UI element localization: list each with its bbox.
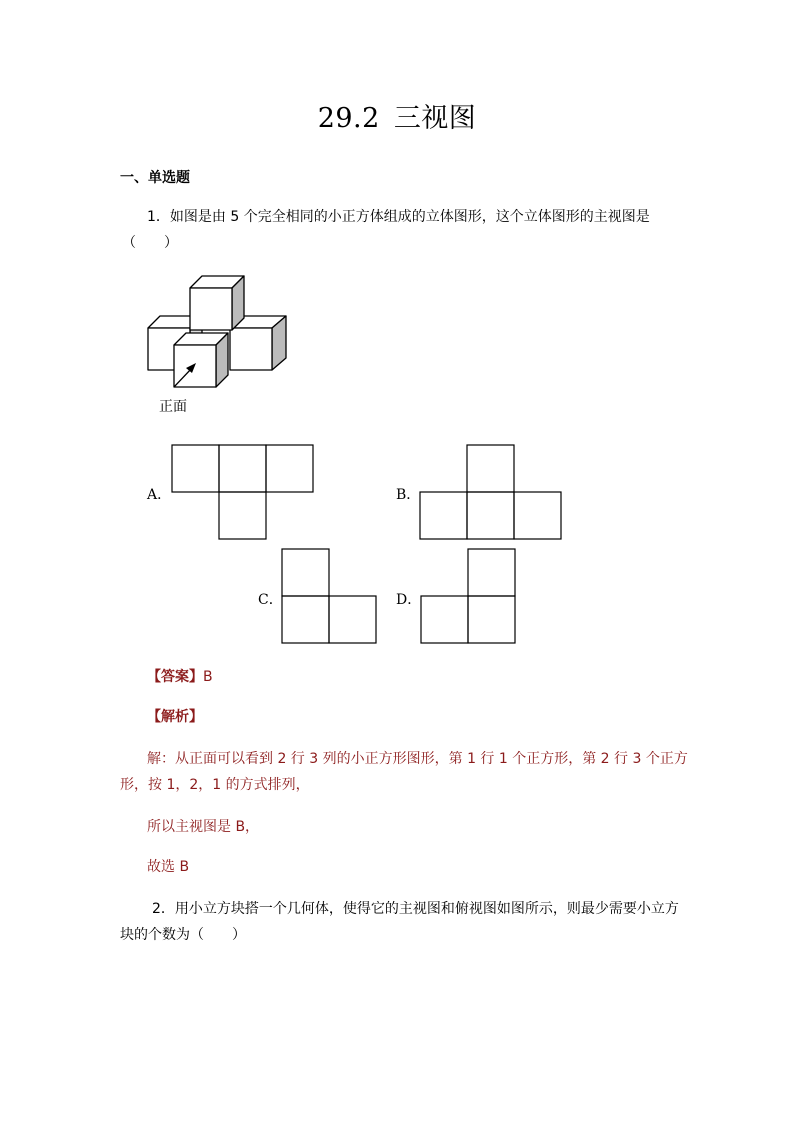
choice-line: 故选 B: [147, 859, 190, 875]
analysis-line-1: 解：从正面可以看到 2 行 3 列的小正方形图形，第 1 行 1 个正方形，第 2 行 3 个正方: [147, 751, 688, 767]
answer-value: B: [203, 669, 213, 685]
cube-right-front: [230, 328, 272, 370]
front-label: 正面: [159, 399, 187, 415]
analysis-label: 【解析】: [147, 709, 203, 725]
section-heading: 一、单选题: [120, 170, 190, 186]
analysis-line-2: 形，按 1，2，1 的方式排列，: [120, 777, 310, 793]
answer-label: 【答案】: [147, 669, 203, 685]
option-a-label: A．: [147, 487, 172, 503]
question-2-line-1: 2．用小立方块搭一个几何体，使得它的主视图和俯视图如图所示，则最少需要小立方: [152, 901, 679, 917]
option-a-figure: [171, 444, 316, 541]
cube-top-front: [190, 288, 232, 330]
page-title: [0, 96, 794, 135]
title-number: 29.2: [317, 103, 380, 134]
option-b-label: B．: [396, 487, 421, 503]
answer-line: [147, 664, 213, 690]
option-c-figure: [281, 548, 380, 645]
conclusion-line: 所以主视图是 B，: [147, 819, 260, 835]
option-d-figure: [420, 548, 519, 645]
title-text: 三视图: [393, 103, 477, 134]
option-b-figure: [419, 444, 564, 541]
question-1-text: 1．如图是由 5 个完全相同的小正方体组成的立体图形，这个立体图形的主视图是: [147, 209, 650, 225]
question-1-paren: （ ）: [122, 235, 178, 251]
question-2-line-2: 块的个数为（ ）: [120, 927, 246, 943]
option-c-label: C．: [258, 592, 283, 608]
option-d-label: D．: [396, 592, 422, 608]
